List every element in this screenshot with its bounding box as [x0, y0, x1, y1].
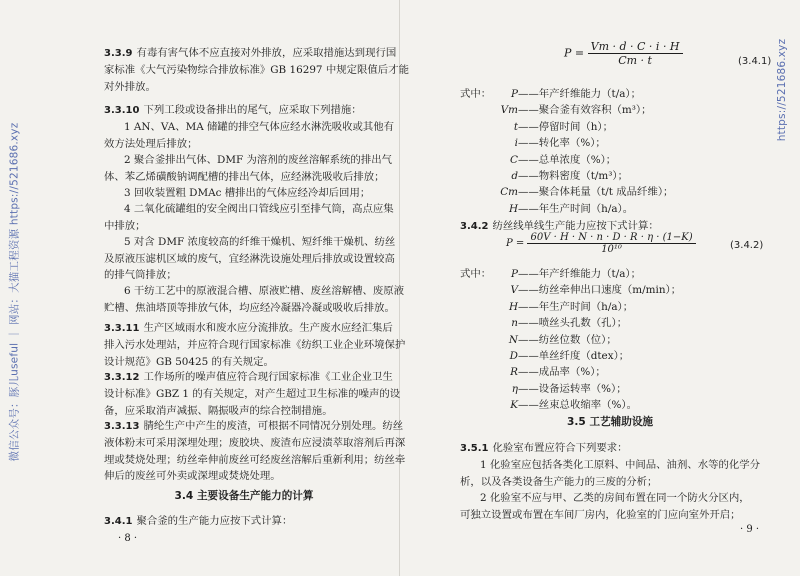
clause-3-3-10: 3.3.10 下列工段或设备排出的尾气，应采取下列措施： 1 AN、VA、MA 储罐的排空气体应经水淋洗吸收或其他有 效方法处理后排放； 2 聚合釜排出气体、DMF 为溶剂的废丝溶解系统的排出气 体、苯乙烯磺酸钠调配槽的排出气体，应经淋洗吸收后排放； 3 回收装置粗 DMAc 槽排出的气体应经冷却后回用； 4 二氧化硫罐组的安全阀出口管线应引至排气筒，高点应集 中排放； 5 对含 DMF 浓度较高的纤维干燥机、短纤维干燥机、纺丝 及原液压滤机区域的废气，宜经淋洗设施处理后排放或设置较高 的排气筒排放； 6 干纺工艺中的原液混合槽、原液贮槽、废丝溶解槽、废原液 贮槽、焦油塔顶等排放气体，均应经冷凝器冷凝或吸收后排放。 [104, 104, 405, 314]
formula-3-4-1: P = $\frac{Vm \cdot d \cdot C \cdot i \cdot H}{Cm \cdot t}$ [564, 40, 683, 67]
clause-3-3-12: 3.3.12 工作场所的噪声值应符合现行国家标准《工业企业卫生 设计标准》GBZ 1 的有关规定，对产生超过卫生标准的噪声的设 备，应采取消声减振、隔振吸声的综合控制措施。 [104, 371, 401, 417]
clause-3-3-11: 3.3.11 生产区域雨水和废水应分流排放。生产废水应经汇集后 排入污水处理站，并应符合现行国家标准《纺织工业企业环境保护 设计规范》GB 50425 的有关规定。 [104, 322, 406, 368]
equation-number: (3.4.2) [730, 240, 764, 251]
formula-denominator: Cm · t [618, 54, 652, 67]
section-3-5-title: 3.5 工艺辅助设施 [566, 416, 654, 428]
formula-numerator: 60V · H · N · n · D · R · η · (1−K) [527, 232, 695, 244]
variables-3-4-1: 式中： P——年产纤维能力（t/a）； Vm——聚合釜有效容积（m³）； t——停留时间（h）； i——转化率（%）； C——总单浓度（%）； d——物料密度（t/m³）； Cm——聚合体耗量（t/t 成品纤维）； H——年生产时间（h/a）。 [460, 88, 674, 215]
clause-3-4-1: 3.4.1 聚合釜的生产能力应按下式计算： [104, 515, 293, 527]
page-number-right: · 9 · [740, 524, 760, 535]
watermark-left: 微信公众号：豚儿useful ｜ 网站：大猫工程资源 https://521686.xyz [8, 122, 21, 462]
page-number-left: · 8 · [118, 533, 138, 544]
clause-3-3-13: 3.3.13 腈纶生产中产生的废渣，可根据不同情况分别处理。纺丝 液体粉末可采用深埋处理；废胶块、废渣布应浸渍萃取溶剂后再深 埋或焚烧处理；纺丝牵伸前废丝可经废丝溶解后重新利用；纺丝牵 伸后的废丝可外卖或深埋或焚烧处理。 [104, 420, 406, 483]
formula-denominator: 10¹⁰ [601, 244, 622, 255]
formula-3-4-2: P = $\frac{60V \cdot H \cdot N \cdot n \cdot D \cdot R \cdot \eta \cdot (1-K)}{\text{10¹⁰}}$ [506, 232, 696, 255]
clause-3-3-9: 3.3.9 有毒有害气体不应直接对外排放，应采取措施达到现行国 家标准《大气污染物综合排放标准》GB 16297 中规定限值后才能 对外排放。 [104, 47, 409, 93]
section-3-4-title: 3.4 主要设备生产能力的计算 [174, 490, 314, 502]
right-page [400, 0, 800, 576]
watermark-right: https://521686.xyz [776, 38, 788, 142]
clause-3-5-1: 3.5.1 化验室布置应符合下列要求： 1 化验室应包括各类化工原料、中间品、油剂、水等的化学分 析，以及各类设备生产能力的三废的分析； 2 化验室不应与甲、乙类的房间布置在同一个防火分区内， 可独立设置或布置在车间厂房内，化验室的门应向室外开启； [460, 442, 761, 521]
clause-3-4-2: 3.4.2 纺丝线单线生产能力应按下式计算： [460, 220, 659, 232]
equation-number: (3.4.1) [738, 56, 772, 67]
formula-numerator: Vm · d · C · i · H [588, 40, 683, 54]
variables-3-4-2: 式中： P——年产纤维能力（t/a）； V——纺丝牵伸出口速度（m/min）； H——年生产时间（h/a）； n——喷丝头孔数（孔）； N——纺丝位数（位）； D——单丝纤度（dtex）； R——成品率（%）； η——设备运转率（%）； K——丝束总收缩率（%）。 [460, 268, 682, 412]
